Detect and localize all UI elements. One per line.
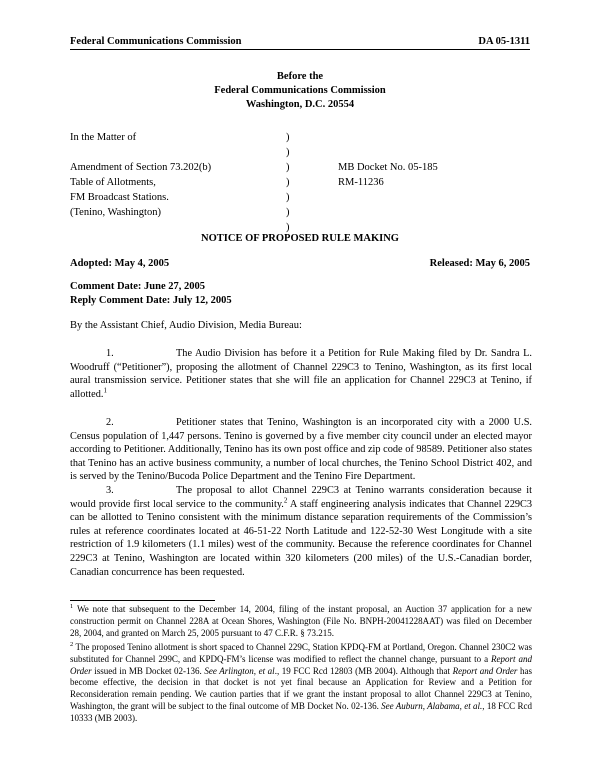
footnote-citation: See Arlington, et al (204, 665, 275, 676)
footnote-text: We note that subsequent to the December 14, 2004, filing of the instant proposal, an Auction 37 application for a new construction permit on Channel 228A at Ocean Shores, Washington (File No. BNPH-20041228AAT) was filed on December 28, 2004, and granted on March 25, 2005 pursuant to 47 C.F.R. § 73.215. (70, 604, 532, 638)
paren: ) (286, 132, 290, 143)
paragraph-number: 2. (106, 417, 114, 428)
comment-date: Comment Date: June 27, 2005 (70, 281, 206, 292)
paren: ) (286, 222, 290, 233)
matter-right-line: RM-11236 (338, 177, 384, 188)
paren: ) (286, 162, 290, 173)
paragraph-text: The proposal to allot Channel 229C3 at Tenino warrants consideration because it would provide first local service to the community. (70, 485, 532, 510)
matter-right-line (338, 145, 528, 160)
document-title: NOTICE OF PROPOSED RULE MAKING (201, 233, 399, 244)
paragraph-text: Petitioner states that Tenino, Washington is an incorporated city with a 2000 U.S. Census population of 1,447 persons. Tenino is governed by a five member city council under an elected mayor according to Petitioner. Additionally, Tenino has its own post office and zip code of 98589. Petitioner also states that Tenino has an active business community, a number of local churches, the Tenino School District 402, and is served by the Tenino/Bucoda Police Department and the Tenino Fire Department. (70, 417, 532, 483)
running-header (70, 36, 530, 50)
matter-right-column (338, 130, 528, 235)
matter-left-line: Amendment of Section 73.202(b) (70, 162, 212, 173)
footnote-text: issued in MB Docket 02-136. (91, 665, 205, 676)
caption-line-1: Before the (276, 71, 324, 82)
footnote-text: , 18 FCC Rcd 10333 (MB 2003). (70, 700, 532, 723)
paren: ) (286, 192, 290, 203)
reply-comment-date: Reply Comment Date: July 12, 2005 (70, 295, 232, 306)
matter-left-line: Table of Allotments, (70, 177, 156, 188)
paragraph-2 (70, 416, 532, 484)
matter-left-line (70, 145, 290, 160)
footnote-ref-1[interactable]: 1 (103, 386, 107, 395)
footnote-number: 2 (70, 641, 74, 648)
paragraph-text: The Audio Division has before it a Petition for Rule Making filed by Dr. Sandra L. Woodruff (“Petitioner”), proposing the allotment of Channel 229C3 to Tenino, Washington, as its first local aural transmission service. Petitioner states that she will file an application for Channel 229C3 at Tenino, if allotted. (70, 348, 532, 400)
matter-right-line: MB Docket No. 05-185 (338, 162, 438, 173)
paragraph-number: 1. (106, 348, 114, 359)
matter-left-line: (Tenino, Washington) (70, 207, 161, 218)
caption-line-3: Washington, D.C. 20554 (245, 99, 355, 110)
header-agency: Federal Communications Commission (70, 36, 242, 47)
footnote-number: 1 (70, 603, 74, 610)
footnote-citation: Report and Order (70, 653, 532, 676)
footnote-text: has become effective, the decision in that docket is not yet final because an Application for Review and a Petition for Reconsideration remain pending. We caution parties that if we grant the instant proposal to allot Channel 229C3 at Tenino, Washington, the grant will be subject to the final outcome of MB Docket No. 02-136. (70, 665, 533, 711)
paragraph-3 (70, 484, 532, 579)
paragraph-1 (70, 347, 532, 401)
footnote-text: ., 19 FCC Rcd 12803 (MB 2004). Although that (274, 665, 453, 676)
header-docket-number: DA 05-1311 (478, 36, 530, 47)
paragraph-number: 3. (106, 485, 114, 496)
paragraph-text: A staff engineering analysis indicates that Channel 229C3 can be allotted to Tenino consistent with the minimum distance separation requirements of the Commission’s rules at reference coordinates located at 46-51-22 North Latitude and 122-52-30 West Longitude with a site restriction of 1.9 kilometers (1.1 miles) west of the community. Because the reference coordinates for Channel 229C3 at Tenino, Washington are located within 320 kilometers (200 miles) of the U.S.-Canadian border, Canadian concurrence has been requested. (70, 498, 533, 578)
matter-right-line (338, 130, 528, 145)
footnote-2 (70, 642, 532, 725)
matter-left-line: In the Matter of (70, 132, 137, 143)
footnote-citation: See Auburn, Alabama, et al. (381, 700, 483, 711)
matter-left-line: FM Broadcast Stations. (70, 192, 169, 203)
comment-dates (70, 280, 530, 308)
matter-left-column (70, 130, 290, 235)
paren: ) (286, 177, 290, 188)
paren: ) (286, 207, 290, 218)
footnote-separator (70, 600, 215, 601)
adopted-released-row (70, 258, 530, 269)
released-date: Released: May 6, 2005 (429, 258, 530, 269)
footnote-citation: Report and Order (452, 665, 518, 676)
issuing-authority: By the Assistant Chief, Audio Division, Media Bureau: (70, 320, 302, 331)
caption-block (0, 70, 600, 112)
footnote-ref-2[interactable]: 2 (283, 496, 288, 505)
footnote-1 (70, 604, 532, 639)
footnote-text: The proposed Tenino allotment is short spaced to Channel 229C, Station KPDQ-FM at Portland, Oregon. Channel 230C2 was substituted for Channel 299C, and KPDQ-FM’s license was modified to reflect the channel change, pursuant to a (70, 642, 532, 664)
adopted-date: Adopted: May 4, 2005 (70, 258, 170, 269)
paren: ) (286, 147, 290, 158)
matter-paren-column (286, 130, 296, 235)
caption-line-2: Federal Communications Commission (214, 85, 386, 96)
matter-right-line (338, 205, 528, 220)
matter-right-line (338, 190, 528, 205)
